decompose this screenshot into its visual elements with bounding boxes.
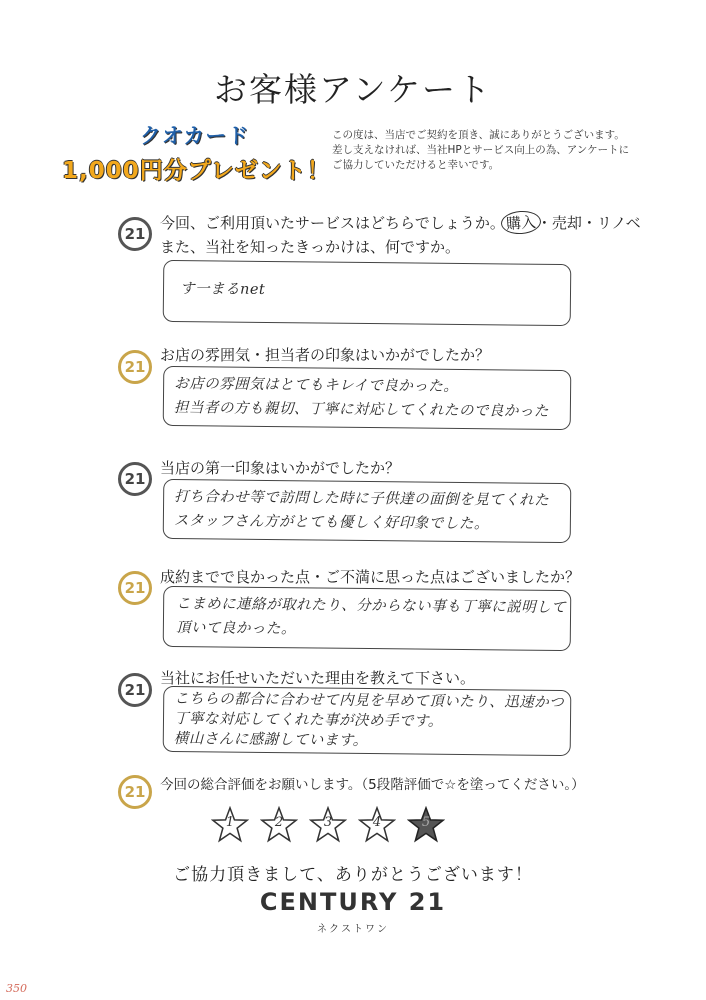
intro-text: [332, 128, 672, 173]
logo-text: 21: [124, 225, 146, 243]
century21-logo-icon: [118, 217, 152, 251]
answer-box-1[interactable]: [163, 260, 572, 326]
answer-box-2[interactable]: [163, 366, 572, 430]
logo-text: 21: [124, 470, 146, 488]
answer-text: 横山さんに感謝しています。: [173, 730, 368, 750]
intro-line: 差し支えなければ、当社HPとサービス向上の為、アンケートに: [332, 144, 630, 156]
star-icon[interactable]: [309, 806, 347, 844]
service-options: ・売却・リノベ: [536, 214, 641, 232]
star-number: 5: [421, 815, 431, 830]
answer-text: スタッフさん方がとても優しく好印象でした。: [173, 512, 489, 533]
star-number: 4: [372, 815, 382, 830]
question-1: [160, 211, 641, 234]
intro-line: ご協力していただけると幸いです。: [332, 159, 500, 171]
century21-logo-icon: [118, 673, 152, 707]
question-1-text: 今回、ご利用頂いたサービスはどちらでしょうか。: [160, 214, 505, 232]
brand-logo: CENTURY 21: [259, 888, 447, 916]
answer-box-3[interactable]: [163, 479, 572, 543]
question-3-text: 当店の第一印象はいかがでしたか？: [160, 459, 401, 477]
star-number: 3: [323, 815, 333, 830]
century21-logo-icon: [118, 571, 152, 605]
answer-text: 丁寧な対応してくれた事が決め手です。: [173, 710, 443, 730]
answer-text: 打ち合わせ等で訪問した時に子供達の面倒を見てくれた: [174, 488, 550, 509]
star-icon[interactable]: [211, 806, 249, 844]
star-icon[interactable]: [260, 806, 298, 844]
promo-present: 1,000円分プレゼント！: [62, 158, 331, 184]
question-1b-text: また、当社を知ったきっかけは、何ですか。: [160, 238, 461, 256]
promo-quo-card: クオカード: [140, 124, 250, 148]
question-6-text: 今回の総合評価をお願いします。（5段階評価で☆を塗ってください。）: [160, 777, 585, 793]
answer-text: お店の雰囲気はとてもキレイで良かった。: [174, 375, 459, 395]
answer-text: 頂いて良かった。: [175, 619, 296, 638]
page-title: お客様アンケート: [213, 70, 493, 109]
century21-logo-icon: [118, 350, 152, 384]
page-number-mark: 350: [6, 982, 27, 995]
star-icon-selected[interactable]: [407, 806, 445, 844]
brand-subtitle: ネクストワン: [317, 924, 389, 935]
logo-text: 21: [124, 783, 146, 801]
service-option-selected[interactable]: 購入: [500, 210, 542, 236]
answer-text: こまめに連絡が取れたり、分からない事も丁寧に説明して: [176, 596, 567, 617]
logo-text: 21: [124, 579, 146, 597]
question-4-text: 成約までで良かった点・ご不満に思った点はございましたか？: [160, 568, 581, 586]
answer-text: こちらの都合に合わせて内見を早めて頂いたり、迅速かつ: [174, 690, 565, 712]
star-number: 2: [274, 815, 284, 830]
logo-text: 21: [124, 358, 146, 376]
question-2-text: お店の雰囲気・担当者の印象はいかがでしたか？: [160, 346, 491, 364]
star-icon[interactable]: [358, 806, 396, 844]
answer-text: 担当者の方も親切、丁寧に対応してくれたので良かった: [173, 399, 549, 420]
question-5-text: 当社にお任せいただいた理由を教えて下さい。: [160, 669, 476, 687]
answer-box-5[interactable]: [163, 686, 572, 756]
century21-logo-icon: [118, 775, 152, 809]
thanks-text: ご協力頂きまして、ありがとうございます！: [173, 865, 533, 885]
answer-box-4[interactable]: [163, 586, 572, 651]
century21-logo-icon: [118, 462, 152, 496]
star-number: 1: [225, 815, 235, 830]
logo-text: 21: [124, 681, 146, 699]
answer-text: す一まるnet: [179, 281, 266, 298]
intro-line: この度は、当店でご契約を頂き、誠にありがとうございます。: [332, 129, 625, 141]
